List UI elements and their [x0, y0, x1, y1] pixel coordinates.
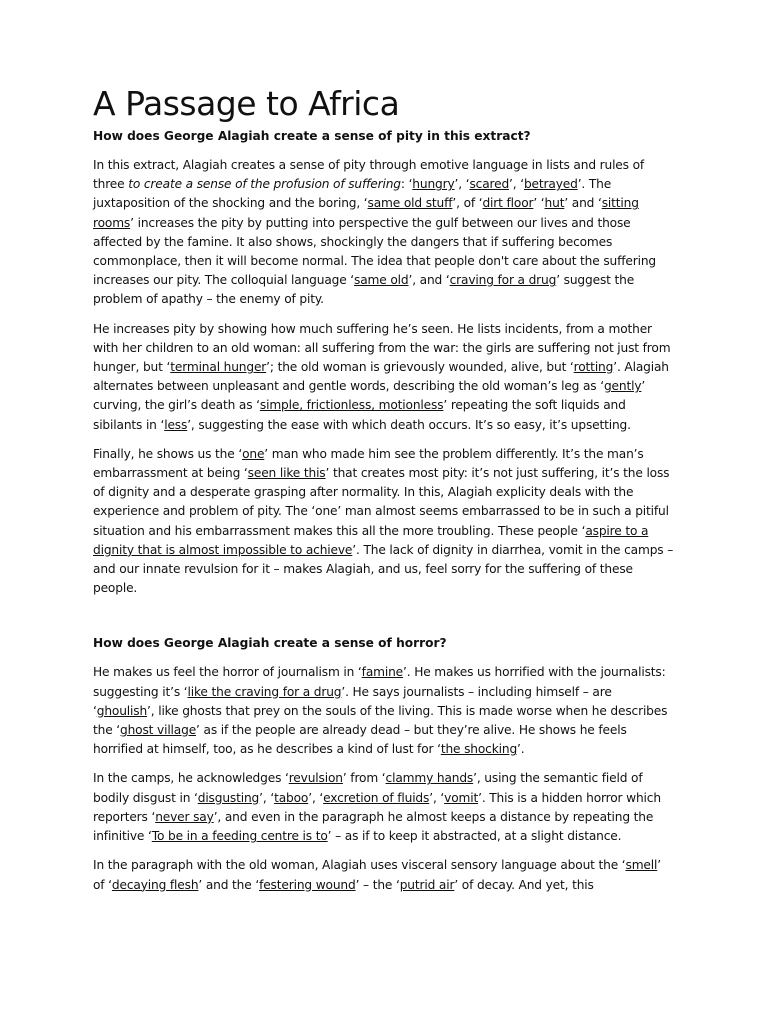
quoted-phrase: excretion of fluids: [323, 790, 430, 805]
text-run: ’.: [517, 742, 525, 757]
text-run: ’ of ‘: [93, 858, 661, 892]
paragraph: [93, 856, 676, 894]
text-run: ’, ‘: [429, 790, 445, 805]
paragraph: [93, 445, 676, 599]
paragraph: [93, 320, 676, 435]
text-run: He makes us feel the horror of journalism in ‘: [93, 665, 362, 680]
page-title: A Passage to Africa: [93, 84, 400, 123]
quoted-phrase: clammy hands: [385, 771, 474, 786]
quoted-phrase: revulsion: [288, 771, 343, 786]
text-run: ’ suggest the problem of apathy – the enemy of pity.: [93, 273, 635, 307]
text-run: ’, like ghosts that prey on the souls of the living. This is made worse when he describes the ‘: [93, 703, 668, 738]
quoted-phrase: less: [164, 417, 188, 432]
section-spacer: [93, 608, 676, 634]
quoted-phrase: festering wound: [259, 877, 356, 892]
text-run: ’, ‘: [454, 177, 470, 192]
quoted-phrase: putrid air: [399, 877, 455, 892]
text-run: ’ man who made him see the problem differently. It’s the man’s embarrassment at being ‘: [93, 446, 644, 481]
text-run: ’ and ‘: [564, 196, 602, 211]
quoted-phrase: one: [242, 446, 265, 461]
text-run: In this extract, Alagiah creates a sense of pity through emotive language in lists and rules of three: [93, 158, 645, 192]
quoted-phrase: seen like this: [247, 466, 326, 481]
text-run: ’. The lack of dignity in diarrhea, vomit in the camps – and our innate revulsion for it – makes Alagiah, and us, feel sorry for the suffering of these people.: [93, 542, 674, 596]
text-run: ’, ‘: [308, 790, 324, 805]
quoted-phrase: sitting rooms: [93, 196, 639, 230]
text-run: to create a sense of the profusion of suffering: [128, 177, 401, 192]
text-run: ’, ‘: [509, 177, 524, 192]
text-run: In the camps, he acknowledges ‘: [93, 771, 289, 786]
section-question-pity: How does George Alagiah create a sense of pity in this extract?: [93, 129, 531, 143]
text-run: ’ ‘: [533, 196, 545, 211]
quoted-phrase: like the craving for a drug: [187, 684, 342, 699]
quoted-phrase: gently: [603, 379, 642, 394]
text-run: ’, using the semantic field of bodily disgust in ‘: [93, 771, 643, 805]
text-run: ’. This is a hidden horror which reporters ‘: [93, 790, 661, 824]
quoted-phrase: same old stuff: [367, 196, 453, 211]
quoted-phrase: ghoulish: [96, 703, 148, 718]
text-run: ’ as if the people are already dead – but they’re alive. He shows he feels horrified at himself, too, as he describes a kind of lust for ‘: [93, 723, 627, 757]
quoted-phrase: never say: [155, 809, 214, 824]
text-run: ’; the old woman is grievously wounded, alive, but ‘: [266, 360, 574, 375]
quoted-phrase: same old: [354, 273, 409, 288]
text-run: Finally, he shows us the ‘: [93, 446, 243, 461]
quoted-phrase: dirt floor: [482, 196, 534, 211]
quoted-phrase: simple, frictionless, motionless: [259, 398, 444, 413]
text-run: ’ – as if to keep it abstracted, at a slight distance.: [327, 829, 622, 844]
quoted-phrase: hut: [544, 196, 565, 211]
text-run: : ‘: [400, 177, 413, 192]
paragraph: [93, 156, 676, 310]
quoted-phrase: disgusting: [197, 790, 260, 805]
quoted-phrase: terminal hunger: [170, 360, 267, 375]
section-question-horror: How does George Alagiah create a sense of horror?: [93, 636, 447, 651]
quoted-phrase: scared: [469, 177, 510, 192]
paragraph: [93, 769, 676, 846]
quoted-phrase: betrayed: [523, 177, 578, 192]
text-run: ’ of decay. And yet, this: [454, 877, 594, 892]
text-run: ’. The juxtaposition of the shocking and the boring, ‘: [93, 177, 612, 211]
text-run: ’. He makes us horrified with the journalists: suggesting it’s ‘: [93, 665, 666, 699]
text-run: ’, of ‘: [452, 196, 483, 211]
text-run: ’, and ‘: [408, 273, 450, 288]
quoted-phrase: ghost village: [120, 723, 197, 738]
text-run: ’ that creates most pity: it’s not just suffering, it’s the loss of dignity and a desperate grasping after normality. In this, Alagiah explicity deals with the experience and problem of pity. The ‘one’ man almost seems embarrassed to be in such a pitiful situation and his embarrassment makes this all the more troubling. These people ‘: [93, 466, 670, 538]
quoted-phrase: famine: [361, 665, 404, 680]
text-run: ’, and even in the paragraph he almost keeps a distance by repeating the infinitive ‘: [93, 809, 654, 844]
text-run: ’. Alagiah alternates between unpleasant and gentle words, describing the old woman’s leg as ‘: [93, 360, 669, 394]
quoted-phrase: the shocking: [440, 742, 518, 757]
text-run: ’ increases the pity by putting into perspective the gulf between our lives and those affected by the famine. It also shows, shockingly the dangers that if suffering becomes commonplace, then it will become normal. The idea that people don't care about the suffering increases our pity. The colloquial language ‘: [93, 215, 656, 288]
quoted-phrase: smell: [625, 858, 658, 873]
quoted-phrase: craving for a drug: [449, 273, 557, 288]
quoted-phrase: hungry: [412, 177, 455, 192]
text-run: ’ repeating the soft liquids and sibilants in ‘: [93, 398, 626, 432]
text-run: In the paragraph with the old woman, Alagiah uses visceral sensory language about the ‘: [93, 858, 626, 873]
quoted-phrase: taboo: [274, 790, 309, 805]
text-run: ’ and the ‘: [198, 877, 260, 892]
quoted-phrase: rotting: [573, 360, 614, 375]
quoted-phrase: aspire to a dignity that is almost impossible to achieve: [93, 523, 649, 557]
text-run: ’, ‘: [259, 790, 275, 805]
paragraph: [93, 663, 676, 759]
text-run: ’ – the ‘: [355, 877, 400, 892]
text-run: He increases pity by showing how much suffering he’s seen. He lists incidents, from a mother with her children to an old woman: all suffering from the war: the girls are suffering not just from hunger, but ‘: [93, 321, 671, 375]
text-run: ’, suggesting the ease with which death occurs. It’s so easy, it’s upsetting.: [187, 417, 631, 432]
text-run: ’. He says journalists – including himself – are ‘: [93, 684, 612, 718]
quoted-phrase: To be in a feeding centre is to: [151, 829, 328, 844]
quoted-phrase: decaying flesh: [111, 877, 199, 892]
quoted-phrase: vomit: [444, 790, 479, 805]
text-run: ’ from ‘: [342, 771, 386, 786]
text-run: ’ curving, the girl’s death as ‘: [93, 379, 646, 413]
